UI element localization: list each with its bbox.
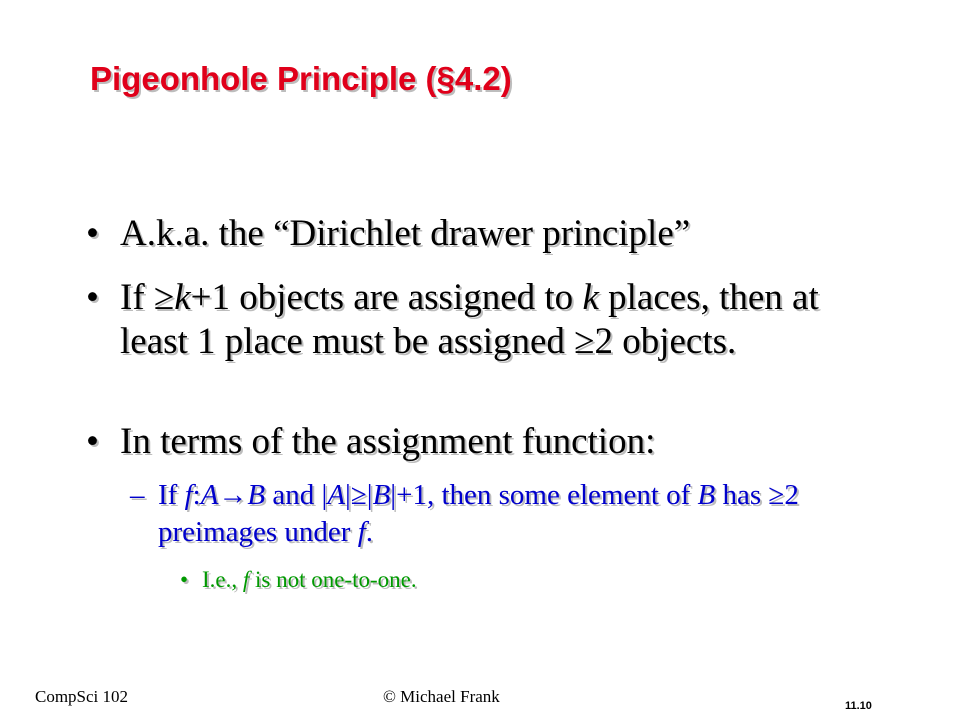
footer-course: CompSci 102 [35, 687, 129, 706]
bullet-glyph: • [86, 277, 99, 318]
bullet-glyph: • [180, 567, 189, 592]
bullet-text: In terms of the assignment function: [120, 421, 656, 462]
bullet-item-pigeonhole-statement [86, 276, 886, 364]
slide-number: 11.10 [845, 700, 872, 712]
bullet-item-aka [86, 212, 886, 256]
bullet-text: If ≥k+1 objects are assigned to k places, then at least 1 place must be assigned ≥2 objects. [120, 277, 819, 362]
dash-glyph: – [130, 479, 145, 511]
footer-author: © Michael Frank [383, 687, 500, 706]
sub-sub-bullet-text: I.e., f is not one-to-one. [202, 567, 417, 592]
bullet-glyph: • [86, 213, 99, 254]
sub-sub-bullet-item-not-one-to-one [180, 565, 880, 595]
sub-bullet-text: If f:A→B and |A|≥|B|+1, then some element of B has ≥2 preimages under f. [158, 479, 799, 548]
slide-title: Pigeonhole Principle (§4.2) [90, 60, 512, 97]
bullet-glyph: • [86, 421, 99, 462]
bullet-item-assignment-function [86, 420, 886, 464]
bullet-text: A.k.a. the “Dirichlet drawer principle” [120, 213, 691, 254]
sub-bullet-item-function [130, 477, 890, 551]
